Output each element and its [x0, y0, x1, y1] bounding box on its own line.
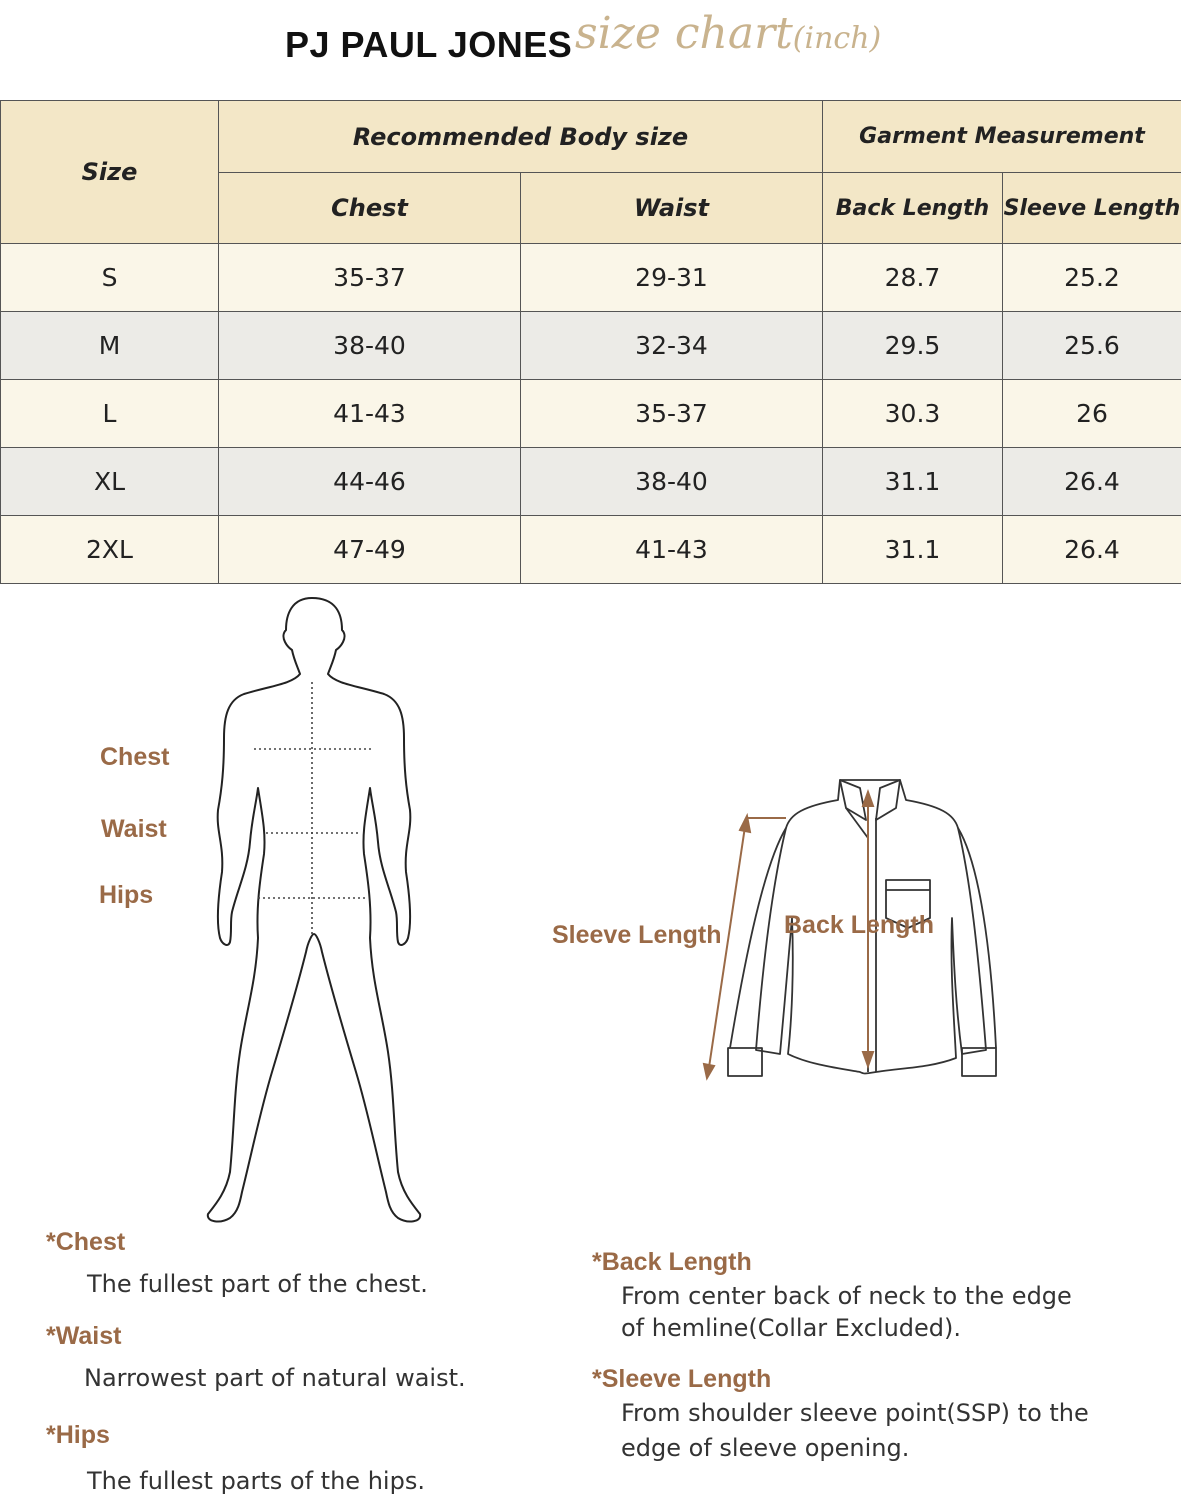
chest-cell: 47-49	[219, 516, 521, 584]
brand-name: PJ PAUL JONES	[285, 24, 573, 65]
table-row	[1, 448, 1181, 516]
back-length-cell: 28.7	[823, 244, 1003, 312]
size-cell: M	[1, 312, 219, 380]
waist-cell: 32-34	[521, 312, 823, 380]
hips-note-text: The fullest parts of the hips.	[87, 1467, 425, 1495]
size-cell: 2XL	[1, 516, 219, 584]
waist-column-header: Waist	[521, 173, 823, 244]
waist-cell: 35-37	[521, 380, 823, 448]
waist-note-text: Narrowest part of natural waist.	[84, 1364, 466, 1392]
sleeve-length-note-title: *Sleeve Length	[592, 1365, 772, 1393]
sleeve-length-cell: 26.4	[1003, 516, 1181, 584]
chest-cell: 44-46	[219, 448, 521, 516]
table-row	[1, 516, 1181, 584]
back-length-cell: 29.5	[823, 312, 1003, 380]
size-chart-title	[575, 8, 881, 59]
chest-note-title: *Chest	[46, 1228, 126, 1256]
back-length-note-line-1: From center back of neck to the edge	[621, 1282, 1072, 1310]
chest-note-text: The fullest part of the chest.	[87, 1270, 428, 1298]
hips-note-title: *Hips	[46, 1421, 110, 1449]
sleeve-length-cell: 25.2	[1003, 244, 1181, 312]
back-length-cell: 31.1	[823, 448, 1003, 516]
sleeve-length-label: Sleeve Length	[552, 921, 722, 949]
sleeve-length-cell: 25.6	[1003, 312, 1181, 380]
sleeve-length-column-header: Sleeve Length	[1003, 173, 1181, 244]
table-row	[1, 244, 1181, 312]
back-length-note-title: *Back Length	[592, 1248, 752, 1276]
back-length-cell: 31.1	[823, 516, 1003, 584]
back-length-column-header: Back Length	[823, 173, 1003, 244]
table-row	[1, 312, 1181, 380]
sleeve-length-note-line-2: edge of sleeve opening.	[621, 1434, 910, 1462]
waist-note-title: *Waist	[46, 1322, 122, 1350]
size-chart-script: size chart	[575, 8, 793, 59]
body-figure-illustration	[200, 592, 430, 1232]
chest-cell: 38-40	[219, 312, 521, 380]
waist-cell: 38-40	[521, 448, 823, 516]
hips-label: Hips	[99, 881, 154, 909]
size-chart-table	[0, 100, 1181, 584]
back-length-cell: 30.3	[823, 380, 1003, 448]
size-cell: XL	[1, 448, 219, 516]
chest-label: Chest	[100, 743, 170, 771]
unit-label: (inch)	[792, 21, 882, 56]
waist-label: Waist	[101, 815, 167, 843]
sleeve-length-cell: 26.4	[1003, 448, 1181, 516]
page-header	[0, 0, 1181, 100]
size-header: Size	[1, 101, 219, 244]
size-cell: L	[1, 380, 219, 448]
size-cell: S	[1, 244, 219, 312]
back-length-label: Back Length	[784, 911, 935, 939]
sleeve-length-note-line-1: From shoulder sleeve point(SSP) to the	[621, 1399, 1089, 1427]
recommended-body-size-header: Recommended Body size	[219, 101, 823, 173]
chest-cell: 41-43	[219, 380, 521, 448]
table-row	[1, 380, 1181, 448]
garment-measurement-header: Garment Measurement	[823, 101, 1181, 173]
back-length-note-line-2: of hemline(Collar Excluded).	[621, 1314, 962, 1342]
waist-cell: 29-31	[521, 244, 823, 312]
chest-cell: 35-37	[219, 244, 521, 312]
sleeve-length-cell: 26	[1003, 380, 1181, 448]
chest-column-header: Chest	[219, 173, 521, 244]
waist-cell: 41-43	[521, 516, 823, 584]
